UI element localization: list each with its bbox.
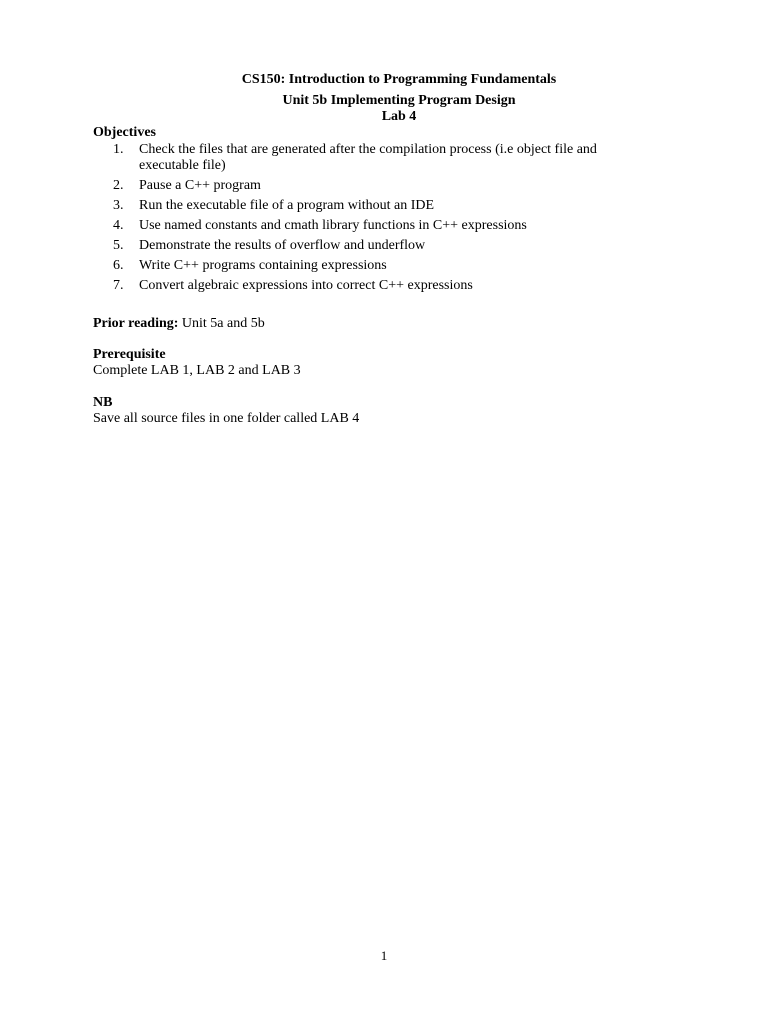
objective-text: Convert algebraic expressions into correct C++ expressions	[139, 278, 473, 293]
objective-number: 7.	[113, 278, 124, 293]
objective-item	[93, 142, 653, 174]
objective-number: 1.	[113, 142, 124, 157]
objective-number: 6.	[113, 258, 124, 273]
objective-text: Check the files that are generated after the compilation process (i.e object file and executable file)	[139, 142, 597, 173]
objective-item	[93, 238, 653, 254]
prior-reading-text: Unit 5a and 5b	[178, 316, 265, 331]
objective-text: Run the executable file of a program without an IDE	[139, 198, 435, 213]
prerequisite-text: Complete LAB 1, LAB 2 and LAB 3	[93, 363, 301, 378]
nb-heading: NB	[93, 395, 113, 410]
prior-reading	[93, 316, 265, 332]
prerequisite-heading: Prerequisite	[93, 347, 166, 362]
objective-item	[93, 258, 653, 274]
prior-reading-label: Prior reading:	[93, 316, 179, 331]
objective-item	[93, 198, 653, 214]
objective-text: Write C++ programs containing expressions	[139, 258, 387, 273]
objective-item	[93, 218, 653, 234]
objectives-list	[93, 142, 653, 298]
page-number-value: 1	[380, 948, 388, 963]
objective-number: 4.	[113, 218, 124, 233]
course-title: CS150: Introduction to Programming Fundamentals	[241, 72, 557, 87]
lab-title: Lab 4	[381, 109, 417, 124]
nb-text: Save all source files in one folder called LAB 4	[93, 411, 360, 426]
objective-text: Pause a C++ program	[139, 178, 261, 193]
page-number	[0, 948, 768, 964]
objective-number: 5.	[113, 238, 124, 253]
unit-title: Unit 5b Implementing Program Design	[282, 93, 516, 108]
title-block	[0, 72, 768, 125]
objective-number: 3.	[113, 198, 124, 213]
objective-number: 2.	[113, 178, 124, 193]
objective-text: Use named constants and cmath library functions in C++ expressions	[139, 218, 527, 233]
objective-item	[93, 278, 653, 294]
objective-item	[93, 178, 653, 194]
objective-text: Demonstrate the results of overflow and underflow	[139, 238, 426, 253]
objectives-heading: Objectives	[93, 125, 156, 140]
